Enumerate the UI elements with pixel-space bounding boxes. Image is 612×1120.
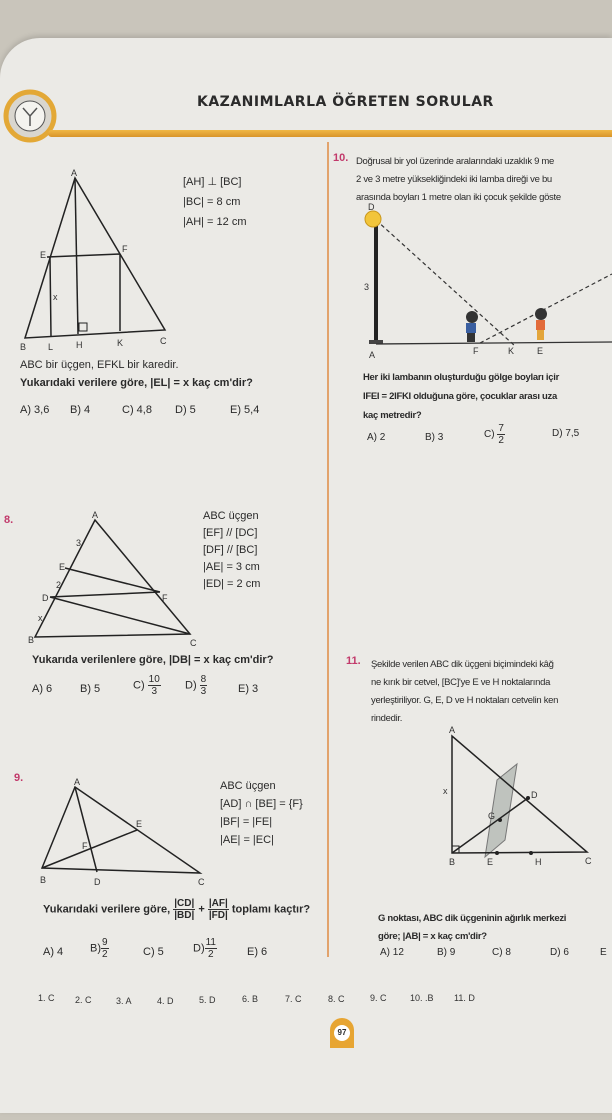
q9-option-e[interactable]: E) 6 [247, 946, 268, 958]
fraction [497, 423, 505, 446]
label-a: A [369, 350, 376, 360]
answer-10: 10. .B [410, 993, 434, 1003]
label-h: H [76, 340, 83, 350]
label-d: D [42, 593, 49, 603]
given: ABC üçgen [203, 510, 259, 522]
answer-2: 2. C [75, 995, 92, 1005]
q11-text [371, 656, 558, 728]
text-line: Her iki lambanın oluşturduğu gölge boyları içir [363, 372, 559, 383]
answer-1: 1. C [38, 993, 55, 1003]
label-d: D [531, 790, 538, 800]
text-line: arasında boyları 1 metre olan iki çocuk şekilde göste [356, 192, 561, 203]
label-3: 3 [364, 282, 370, 292]
label-e: E [136, 819, 143, 829]
label-l: L [48, 342, 54, 350]
label-d: D [368, 202, 375, 212]
fraction [208, 898, 229, 921]
label-c: C [190, 638, 197, 648]
q9-option-c[interactable]: C) 5 [143, 946, 164, 958]
label-x: x [38, 613, 43, 623]
q7-option-e[interactable]: E) 5,4 [230, 404, 260, 416]
fraction [148, 674, 161, 697]
q10-diagram [355, 200, 612, 365]
label-f: F [82, 841, 88, 851]
given: |AH| = 12 cm [183, 216, 247, 228]
denominator: 2 [208, 949, 214, 960]
child-icon [535, 308, 547, 340]
label-2: 2 [56, 580, 62, 590]
fraction [173, 898, 195, 921]
q8-option-c[interactable] [133, 674, 161, 697]
q8-question: Yukarıda verilenlere göre, |DB| = x kaç cm'dir? [32, 654, 274, 666]
text-line: IFEI = 2IFKI olduğuna göre, çocuklar arası uza [363, 391, 557, 402]
label-k: K [508, 346, 515, 356]
label-a: A [92, 510, 99, 520]
q7-option-d[interactable]: D) 5 [175, 404, 196, 416]
answer-9: 9. C [370, 993, 387, 1003]
q10-option-a[interactable]: A) 2 [367, 432, 386, 443]
page-number-tab [330, 1018, 354, 1048]
numerator: 10 [148, 674, 160, 685]
q10-question [363, 368, 559, 425]
given: |BF| = |FE| [220, 816, 273, 828]
numerator: |CD| [174, 898, 195, 909]
answer-7: 7. C [285, 994, 302, 1004]
q11-diagram [435, 722, 605, 892]
q8-option-d[interactable] [185, 674, 207, 697]
q7-givens [183, 172, 247, 232]
q7-question: Yukarıdaki verilere göre, |EL| = x kaç cm'dir? [20, 377, 253, 389]
label-f: F [162, 593, 168, 603]
q11-option-d[interactable]: D) 6 [550, 947, 569, 958]
question-text: Yukarıdaki verilere göre, [43, 903, 171, 916]
text-line: yerleştiriliyor. G, E, D ve H noktaları cetvelin ken [371, 695, 559, 706]
option-prefix: C) [133, 679, 145, 692]
label-c: C [160, 336, 167, 346]
numerator: 8 [200, 674, 207, 685]
answer-5: 5. D [199, 995, 216, 1005]
q11-question [378, 910, 566, 946]
denominator: 2 [102, 949, 108, 960]
option-prefix: C) [484, 429, 495, 441]
label-e: E [487, 857, 494, 867]
numerator: 9 [102, 937, 108, 948]
fraction [205, 937, 217, 960]
label-d: D [94, 877, 101, 887]
text-line: Doğrusal bir yol üzerinde aralarındaki uzaklık 9 me [356, 156, 555, 167]
q9-givens [220, 777, 303, 849]
denominator: 2 [498, 435, 504, 446]
given: [DF] // [BC] [203, 544, 258, 556]
numerator: 7 [498, 423, 504, 434]
given: |ED| = 2 cm [203, 578, 261, 590]
q11-option-a[interactable]: A) 12 [380, 947, 404, 958]
q9-diagram [30, 775, 215, 890]
q10-option-d[interactable]: D) 7,5 [552, 428, 580, 439]
label-h: H [535, 857, 542, 867]
denominator: |FD| [208, 910, 228, 921]
label-g: G [488, 811, 496, 821]
answer-6: 6. B [242, 994, 259, 1004]
q10-option-c[interactable] [484, 423, 505, 446]
label-b: B [20, 342, 27, 350]
q8-diagram [20, 505, 200, 650]
given: [AD] ∩ [BE] = {F} [220, 798, 303, 810]
label-b: B [28, 635, 35, 645]
text-line: rindedir. [371, 713, 403, 724]
q8-option-a[interactable]: A) 6 [32, 683, 53, 695]
label-f: F [473, 346, 479, 356]
q8-givens [203, 508, 260, 593]
given: [EF] // [DC] [203, 527, 258, 539]
q10-text [356, 153, 561, 207]
label-e: E [537, 346, 544, 356]
answer-4: 4. D [157, 996, 174, 1006]
label-a: A [71, 168, 78, 178]
q7-statement: ABC bir üçgen, EFKL bir karedir. [20, 359, 179, 371]
fraction [200, 674, 208, 697]
q8-option-b[interactable]: B) 5 [80, 683, 101, 695]
given: ABC üçgen [220, 780, 276, 792]
given: [AH] ⊥ [BC] [183, 176, 242, 188]
given: |AE| = 3 cm [203, 561, 260, 573]
label-e: E [59, 562, 66, 572]
q7-option-a[interactable]: A) 3,6 [20, 404, 50, 416]
difficulty-logo [0, 88, 60, 148]
q7-option-c[interactable]: C) 4,8 [122, 404, 152, 416]
text-line: 2 ve 3 metre yüksekliğindeki iki lamba direği ve bu [356, 174, 552, 185]
option-prefix: D) [185, 679, 197, 692]
label-a: A [449, 725, 456, 735]
label-b: B [40, 875, 47, 885]
label-f: F [122, 244, 128, 254]
answer-3: 3. A [116, 996, 132, 1006]
q9-option-b[interactable] [90, 937, 109, 960]
q11-option-c[interactable]: C) 8 [492, 947, 511, 958]
label-c: C [585, 856, 592, 866]
header-band [48, 130, 612, 137]
label-x: x [53, 292, 58, 302]
page-title: KAZANIMLARLA ÖĞRETEN SORULAR [197, 94, 494, 110]
q7-diagram [0, 160, 180, 350]
option-prefix: B) [90, 942, 101, 955]
numerator: |AF| [208, 898, 228, 909]
q7-option-b[interactable]: B) 4 [70, 404, 91, 416]
plus-sign: + [198, 903, 205, 916]
label-c: C [198, 877, 205, 887]
answer-8: 8. C [328, 994, 345, 1004]
q11-option-e[interactable]: E [600, 947, 607, 958]
text-line: G noktası, ABC dik üçgeninin ağırlık merkezi [378, 913, 567, 924]
q11-option-b[interactable]: B) 9 [437, 947, 456, 958]
child-icon [466, 311, 478, 342]
q8-number: 8. [4, 514, 14, 526]
q8-option-e[interactable]: E) 3 [238, 683, 259, 695]
column-divider [327, 142, 329, 957]
text-line: Şekilde verilen ABC dik üçgeni biçimindeki kâğ [371, 659, 554, 670]
text-line: kaç metredir? [363, 410, 422, 421]
q9-option-d[interactable] [193, 937, 217, 960]
label-b: B [449, 857, 456, 867]
given: |AE| = |EC| [220, 834, 274, 846]
denominator: 3 [200, 686, 207, 697]
q9-number: 9. [14, 772, 24, 784]
label-e: E [40, 250, 47, 260]
label-3: 3 [76, 538, 82, 548]
answer-11: 11. D [454, 993, 475, 1003]
q9-option-a[interactable]: A) 4 [43, 946, 64, 958]
label-a: A [74, 777, 81, 787]
given: |BC| = 8 cm [183, 196, 241, 208]
q10-option-b[interactable]: B) 3 [425, 432, 444, 443]
text-line: göre; |AB| = x kaç cm'dir? [378, 931, 487, 942]
q9-question [43, 898, 310, 921]
text-line: ne kırık bir cetvel, [BC]'ye E ve H noktalarında [371, 677, 551, 688]
question-text: toplamı kaçtır? [231, 903, 311, 916]
q11-number: 11. [346, 655, 361, 667]
numerator: 11 [205, 937, 216, 948]
label-k: K [117, 338, 124, 348]
label-x: x [443, 786, 448, 796]
denominator: |BD| [174, 910, 195, 921]
denominator: 3 [151, 686, 158, 697]
page-number: 97 [334, 1025, 350, 1041]
option-prefix: D) [193, 942, 205, 955]
fraction [101, 937, 109, 960]
q10-number: 10. [333, 152, 349, 164]
